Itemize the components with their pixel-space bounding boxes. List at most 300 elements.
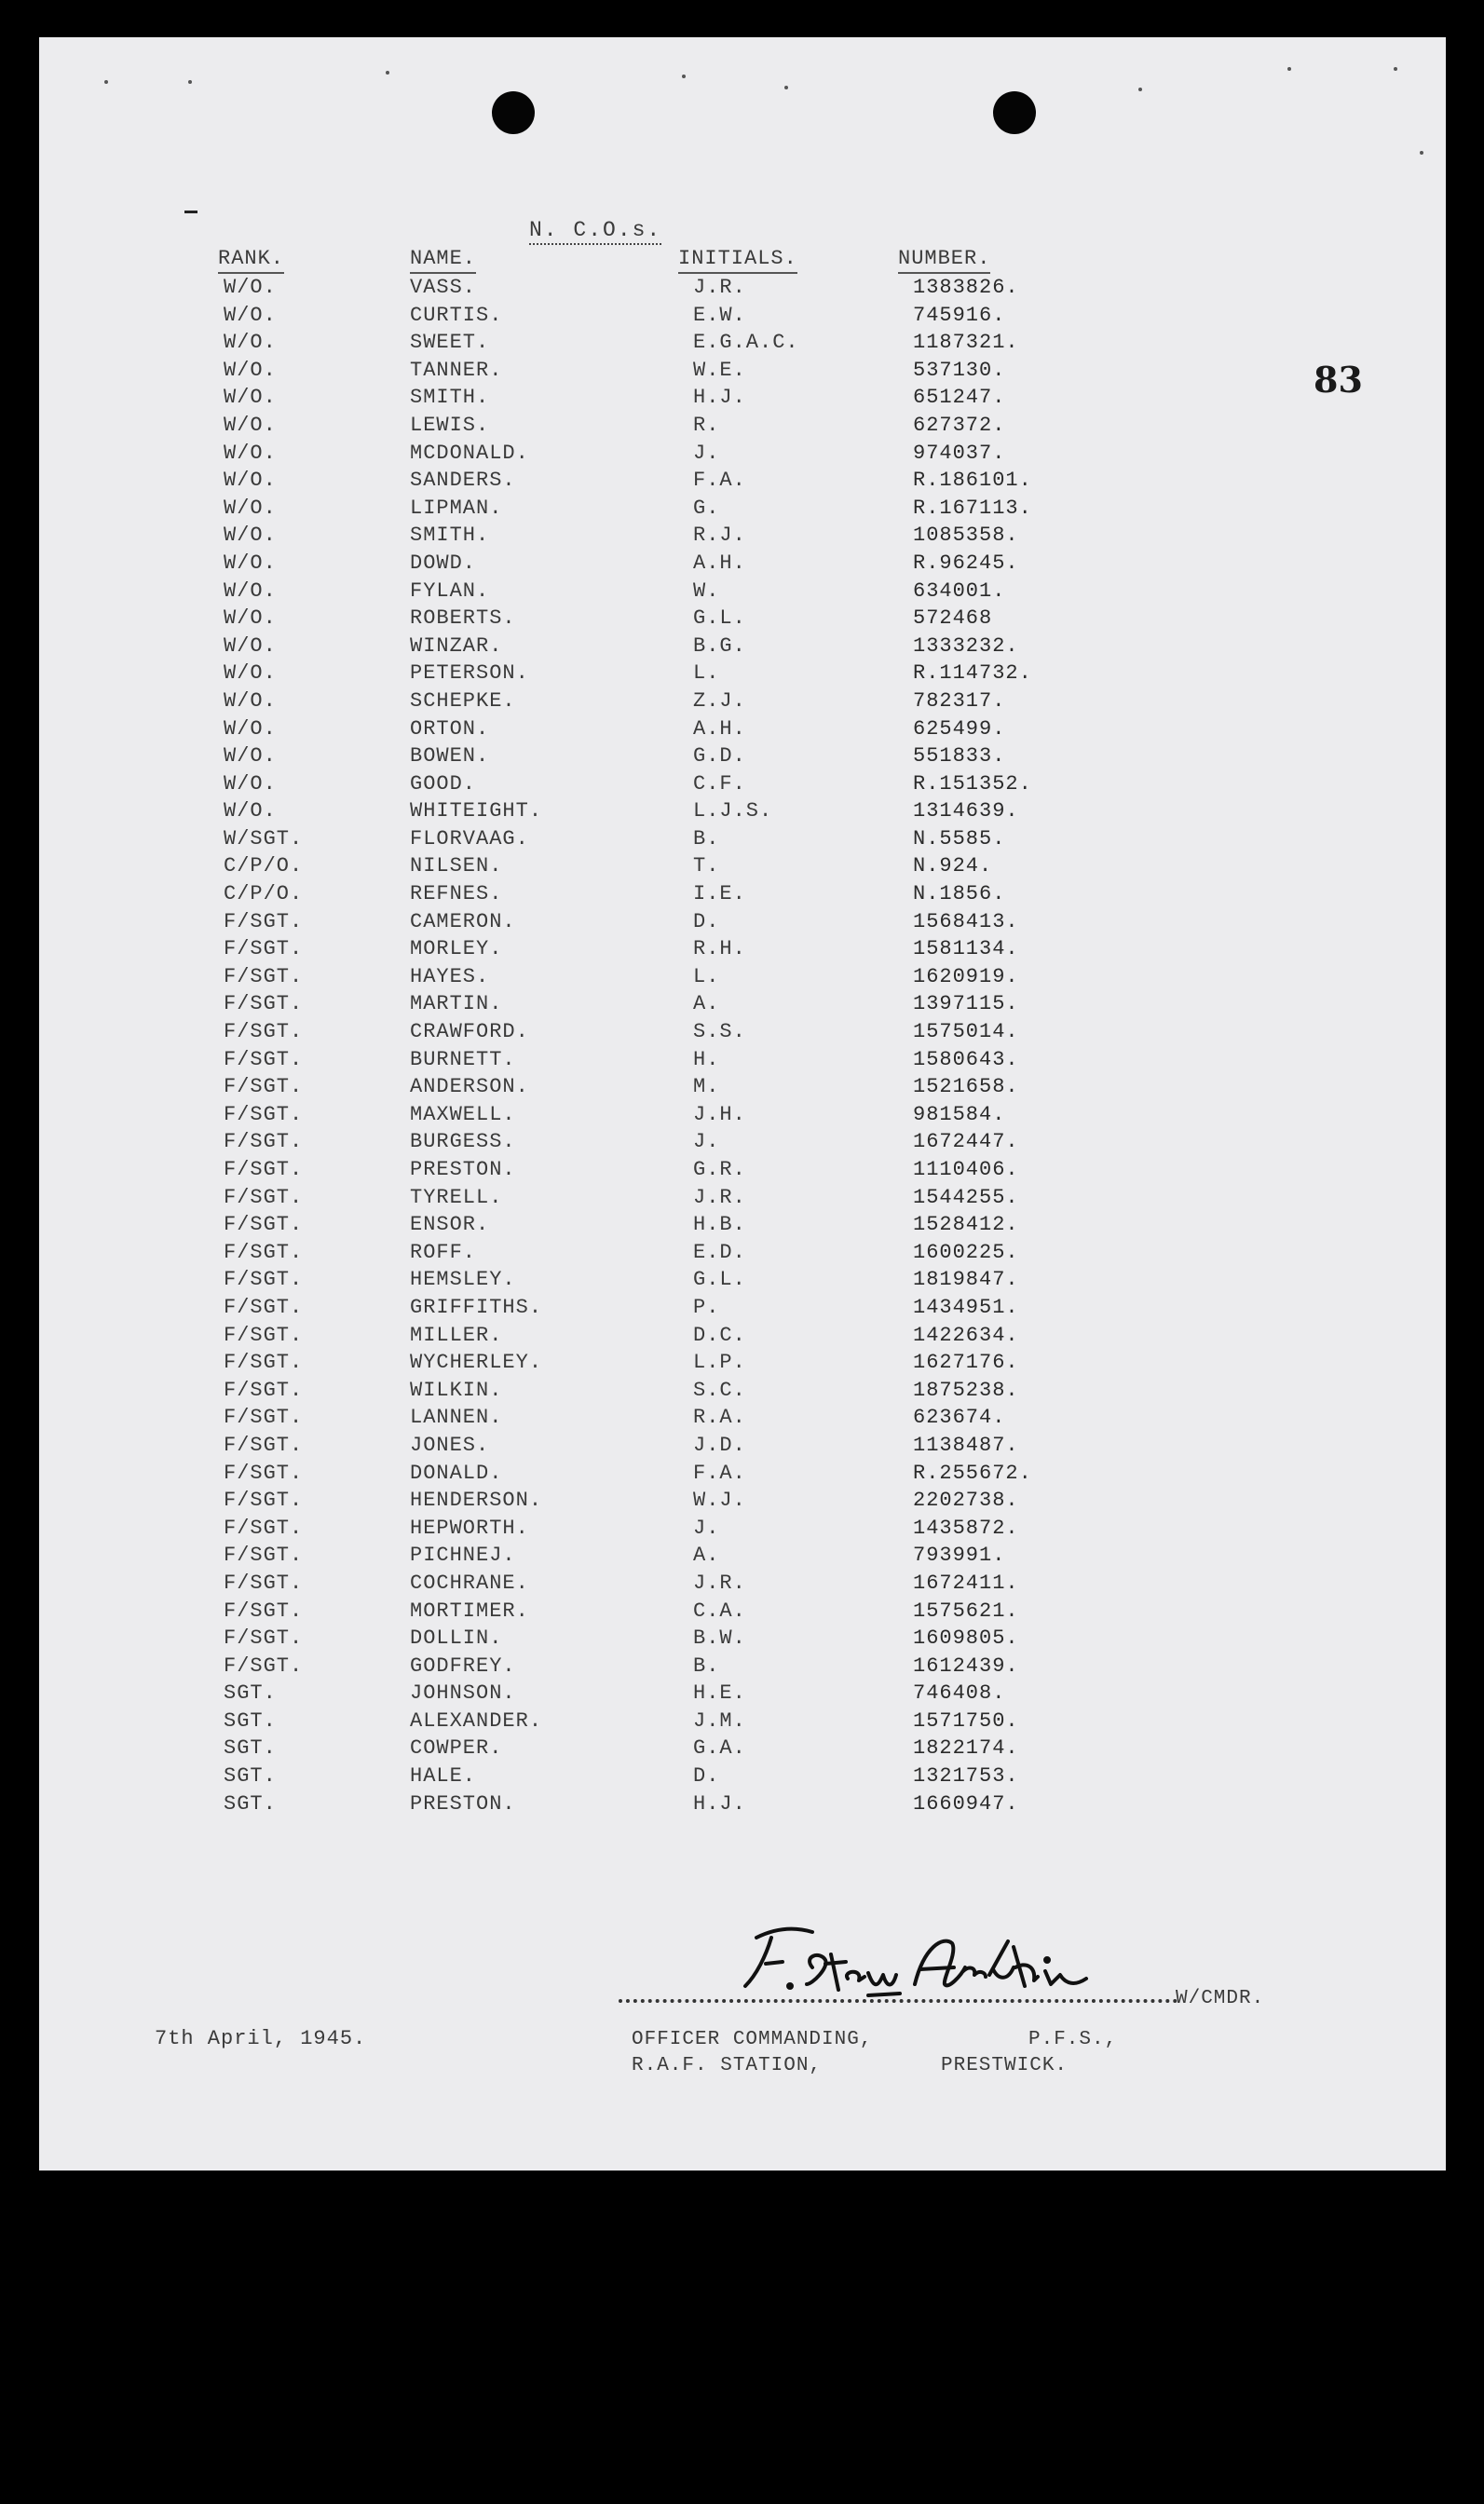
row-number: 1110406. [913, 1158, 1019, 1181]
row-rank: W/O. [224, 303, 277, 327]
row-name: ROBERTS. [410, 606, 516, 631]
table-row [0, 963, 1484, 991]
header-number: NUMBER. [898, 246, 990, 274]
signatory-station: R.A.F. STATION, [632, 2055, 823, 2076]
row-rank: F/SGT. [224, 1433, 304, 1457]
row-number: N.1856. [913, 882, 1006, 906]
row-number: 1568413. [913, 909, 1019, 933]
row-number: 1612439. [913, 1653, 1019, 1678]
row-rank: F/SGT. [224, 1020, 304, 1044]
table-row [0, 1790, 1484, 1818]
row-number: 1187321. [913, 331, 1019, 355]
row-name: ANDERSON. [410, 1075, 529, 1099]
row-name: VASS. [410, 276, 477, 299]
row-rank: SGT. [224, 1791, 277, 1816]
table-row [0, 852, 1484, 880]
handwritten-signature [728, 1910, 1138, 2012]
row-number: 1383826. [913, 276, 1019, 299]
row-name: DOWD. [410, 551, 477, 575]
row-rank: F/SGT. [224, 1185, 304, 1209]
table-row [0, 302, 1484, 330]
row-rank: F/SGT. [224, 909, 304, 933]
table-row [0, 633, 1484, 660]
row-rank: F/SGT. [224, 1351, 304, 1375]
row-initials: G.A. [693, 1736, 746, 1761]
row-rank: F/SGT. [224, 1047, 304, 1071]
row-number: 1138487. [913, 1433, 1019, 1457]
row-rank: W/O. [224, 413, 277, 437]
signatory-unit: P.F.S., [1028, 2029, 1118, 2050]
row-initials: J. [693, 1130, 720, 1154]
row-initials: G. [693, 496, 720, 520]
row-name: WILKIN. [410, 1378, 503, 1402]
table-row [0, 660, 1484, 687]
row-number: 1575014. [913, 1020, 1019, 1044]
row-number: 1571750. [913, 1708, 1019, 1733]
row-rank: W/O. [224, 551, 277, 575]
table-row [0, 1046, 1484, 1074]
row-number: 1544255. [913, 1185, 1019, 1209]
row-number: N.5585. [913, 826, 1006, 851]
row-number: N.924. [913, 854, 993, 878]
row-rank: F/SGT. [224, 1268, 304, 1292]
row-rank: F/SGT. [224, 1158, 304, 1181]
row-initials: G.L. [693, 606, 746, 631]
punch-hole [492, 91, 535, 134]
row-name: PETERSON. [410, 661, 529, 686]
row-rank: F/SGT. [224, 1323, 304, 1347]
row-number: 651247. [913, 386, 1006, 410]
row-initials: E.W. [693, 303, 746, 327]
table-row [0, 797, 1484, 825]
table-row [0, 715, 1484, 743]
row-rank: F/SGT. [224, 1295, 304, 1319]
row-number: 1672447. [913, 1130, 1019, 1154]
row-number: 1600225. [913, 1240, 1019, 1264]
row-initials: L.P. [693, 1351, 746, 1375]
table-row [0, 1432, 1484, 1460]
row-number: 1314639. [913, 799, 1019, 823]
row-name: MORTIMER. [410, 1599, 529, 1623]
table-row [0, 578, 1484, 606]
row-name: WYCHERLEY. [410, 1351, 543, 1375]
row-rank: W/O. [224, 771, 277, 796]
row-initials: L. [693, 661, 720, 686]
row-rank: F/SGT. [224, 992, 304, 1016]
row-name: FLORVAAG. [410, 826, 529, 851]
row-name: GODFREY. [410, 1653, 516, 1678]
row-name: TANNER. [410, 358, 503, 382]
paper-speck [1138, 88, 1142, 91]
paper-speck [104, 80, 108, 84]
row-rank: SGT. [224, 1736, 277, 1761]
row-rank: F/SGT. [224, 1599, 304, 1623]
row-number: 793991. [913, 1544, 1006, 1568]
table-row [0, 742, 1484, 770]
row-initials: R.A. [693, 1406, 746, 1430]
table-row [0, 1073, 1484, 1101]
row-initials: B.W. [693, 1626, 746, 1651]
row-rank: W/O. [224, 661, 277, 686]
table-row [0, 522, 1484, 550]
row-number: 1333232. [913, 633, 1019, 658]
row-number: 625499. [913, 716, 1006, 741]
row-initials: B. [693, 1653, 720, 1678]
signatory-title: OFFICER COMMANDING, [632, 2029, 873, 2050]
row-number: 1819847. [913, 1268, 1019, 1292]
table-row [0, 908, 1484, 936]
row-number: 1521658. [913, 1075, 1019, 1099]
paper-speck [386, 71, 389, 75]
table-row [0, 1156, 1484, 1184]
row-rank: F/SGT. [224, 1240, 304, 1264]
row-rank: F/SGT. [224, 1653, 304, 1678]
row-initials: H.J. [693, 1791, 746, 1816]
row-rank: W/O. [224, 716, 277, 741]
row-number: 1435872. [913, 1516, 1019, 1540]
row-rank: W/O. [224, 524, 277, 548]
table-row [0, 357, 1484, 385]
header-name: NAME. [410, 246, 476, 274]
row-number: 1620919. [913, 964, 1019, 988]
row-initials: P. [693, 1295, 720, 1319]
row-number: R.114732. [913, 661, 1032, 686]
row-initials: J.D. [693, 1433, 746, 1457]
row-rank: W/O. [224, 469, 277, 493]
row-number: 623674. [913, 1406, 1006, 1430]
row-name: GOOD. [410, 771, 477, 796]
table-row [0, 1239, 1484, 1267]
row-initials: S.C. [693, 1378, 746, 1402]
row-initials: J.R. [693, 1571, 746, 1595]
row-number: 746408. [913, 1681, 1006, 1706]
row-name: NILSEN. [410, 854, 503, 878]
row-rank: W/O. [224, 744, 277, 769]
row-initials: W.J. [693, 1489, 746, 1513]
row-initials: H.E. [693, 1681, 746, 1706]
table-row [0, 1211, 1484, 1239]
table-row [0, 274, 1484, 302]
row-rank: F/SGT. [224, 1626, 304, 1651]
table-row [0, 467, 1484, 495]
row-number: 1397115. [913, 992, 1019, 1016]
row-name: GRIFFITHS. [410, 1295, 543, 1319]
row-name: HEPWORTH. [410, 1516, 529, 1540]
row-number: R.255672. [913, 1461, 1032, 1485]
table-row [0, 1101, 1484, 1129]
table-row [0, 1598, 1484, 1626]
row-rank: W/O. [224, 688, 277, 713]
row-rank: F/SGT. [224, 1213, 304, 1237]
row-name: COWPER. [410, 1736, 503, 1761]
row-name: DOLLIN. [410, 1626, 503, 1651]
row-rank: SGT. [224, 1708, 277, 1733]
row-name: ALEXANDER. [410, 1708, 543, 1733]
row-rank: F/SGT. [224, 937, 304, 961]
row-name: ENSOR. [410, 1213, 490, 1237]
table-row [0, 440, 1484, 468]
row-rank: W/O. [224, 441, 277, 465]
row-number: 1609805. [913, 1626, 1019, 1651]
row-number: 1321753. [913, 1764, 1019, 1789]
row-initials: J.M. [693, 1708, 746, 1733]
row-initials: C.A. [693, 1599, 746, 1623]
row-name: PICHNEJ. [410, 1544, 516, 1568]
paper-speck [784, 86, 788, 89]
row-rank: F/SGT. [224, 1406, 304, 1430]
row-initials: L.J.S. [693, 799, 773, 823]
table-row [0, 384, 1484, 412]
row-initials: W.E. [693, 358, 746, 382]
row-name: HALE. [410, 1764, 477, 1789]
row-initials: R.H. [693, 937, 746, 961]
row-initials: A.H. [693, 716, 746, 741]
document-date: 7th April, 1945. [155, 2027, 367, 2050]
header-initials: INITIALS. [678, 246, 797, 274]
row-name: CAMERON. [410, 909, 516, 933]
row-rank: W/O. [224, 276, 277, 299]
row-name: MILLER. [410, 1323, 503, 1347]
row-initials: H. [693, 1047, 720, 1071]
row-initials: A. [693, 992, 720, 1016]
row-initials: G.D. [693, 744, 746, 769]
row-name: JONES. [410, 1433, 490, 1457]
row-initials: H.B. [693, 1213, 746, 1237]
paper-speck [188, 80, 192, 84]
row-name: MORLEY. [410, 937, 503, 961]
paper-speck [1420, 151, 1423, 155]
row-initials: J. [693, 441, 720, 465]
margin-mark [184, 211, 197, 213]
table-row [0, 1735, 1484, 1762]
personnel-table [0, 274, 1484, 1817]
row-initials: B. [693, 826, 720, 851]
row-initials: J.H. [693, 1102, 746, 1126]
row-initials: F.A. [693, 1461, 746, 1485]
row-name: LIPMAN. [410, 496, 503, 520]
row-rank: W/O. [224, 606, 277, 631]
signatory-rank: W/CMDR. [1176, 1988, 1265, 2009]
row-number: 634001. [913, 578, 1006, 603]
signatory-location: PRESTWICK. [941, 2055, 1069, 2076]
row-name: PRESTON. [410, 1158, 516, 1181]
row-initials: J.R. [693, 276, 746, 299]
row-number: 745916. [913, 303, 1006, 327]
table-row [0, 1377, 1484, 1405]
table-row [0, 1322, 1484, 1350]
row-number: 572468 [913, 606, 993, 631]
row-name: FYLAN. [410, 578, 490, 603]
table-row [0, 1680, 1484, 1708]
row-rank: W/O. [224, 633, 277, 658]
row-rank: F/SGT. [224, 1075, 304, 1099]
row-name: MAXWELL. [410, 1102, 516, 1126]
row-rank: W/O. [224, 386, 277, 410]
table-row [0, 329, 1484, 357]
row-name: BOWEN. [410, 744, 490, 769]
row-initials: A. [693, 1544, 720, 1568]
row-initials: D.C. [693, 1323, 746, 1347]
row-name: PRESTON. [410, 1791, 516, 1816]
row-initials: D. [693, 1764, 720, 1789]
row-initials: J. [693, 1516, 720, 1540]
row-name: SCHEPKE. [410, 688, 516, 713]
row-name: SMITH. [410, 386, 490, 410]
row-number: 1627176. [913, 1351, 1019, 1375]
table-row [0, 990, 1484, 1018]
row-initials: A.H. [693, 551, 746, 575]
row-initials: E.D. [693, 1240, 746, 1264]
paper-speck [682, 75, 686, 78]
table-row [0, 1762, 1484, 1790]
row-number: 2202738. [913, 1489, 1019, 1513]
row-rank: F/SGT. [224, 1102, 304, 1126]
row-initials: J.R. [693, 1185, 746, 1209]
table-row [0, 825, 1484, 853]
row-name: SANDERS. [410, 469, 516, 493]
row-number: 1575621. [913, 1599, 1019, 1623]
row-initials: D. [693, 909, 720, 933]
row-initials: T. [693, 854, 720, 878]
row-number: R.151352. [913, 771, 1032, 796]
row-name: JOHNSON. [410, 1681, 516, 1706]
table-row [0, 1349, 1484, 1377]
row-rank: F/SGT. [224, 1130, 304, 1154]
row-number: 1672411. [913, 1571, 1019, 1595]
row-name: MCDONALD. [410, 441, 529, 465]
row-name: CURTIS. [410, 303, 503, 327]
row-name: SMITH. [410, 524, 490, 548]
row-name: WINZAR. [410, 633, 503, 658]
row-number: 1434951. [913, 1295, 1019, 1319]
row-rank: F/SGT. [224, 1489, 304, 1513]
row-initials: B.G. [693, 633, 746, 658]
table-row [0, 1515, 1484, 1543]
row-initials: G.R. [693, 1158, 746, 1181]
row-number: 1660947. [913, 1791, 1019, 1816]
row-name: TYRELL. [410, 1185, 503, 1209]
row-initials: W. [693, 578, 720, 603]
row-name: ORTON. [410, 716, 490, 741]
row-initials: E.G.A.C. [693, 331, 799, 355]
row-number: 1528412. [913, 1213, 1019, 1237]
row-number: 1580643. [913, 1047, 1019, 1071]
row-name: BURNETT. [410, 1047, 516, 1071]
punch-hole [993, 91, 1036, 134]
row-rank: SGT. [224, 1681, 277, 1706]
row-number: 782317. [913, 688, 1006, 713]
table-row [0, 1653, 1484, 1681]
section-title: N. C.O.s. [529, 218, 661, 245]
row-number: 1822174. [913, 1736, 1019, 1761]
row-rank: F/SGT. [224, 1571, 304, 1595]
row-rank: W/O. [224, 496, 277, 520]
row-name: COCHRANE. [410, 1571, 529, 1595]
row-name: SWEET. [410, 331, 490, 355]
row-initials: I.E. [693, 882, 746, 906]
table-row [0, 550, 1484, 578]
table-row [0, 687, 1484, 715]
table-row [0, 605, 1484, 633]
row-initials: R. [693, 413, 720, 437]
row-name: ROFF. [410, 1240, 477, 1264]
table-row [0, 1542, 1484, 1570]
row-initials: L. [693, 964, 720, 988]
row-number: 981584. [913, 1102, 1006, 1126]
paper-speck [1394, 67, 1397, 71]
table-row [0, 1128, 1484, 1156]
row-initials: C.F. [693, 771, 746, 796]
table-row [0, 1184, 1484, 1212]
table-row [0, 880, 1484, 908]
table-row [0, 1625, 1484, 1653]
row-number: 1875238. [913, 1378, 1019, 1402]
row-name: CRAWFORD. [410, 1020, 529, 1044]
table-row [0, 1487, 1484, 1515]
row-initials: M. [693, 1075, 720, 1099]
row-rank: C/P/O. [224, 882, 304, 906]
table-row [0, 495, 1484, 523]
row-number: R.186101. [913, 469, 1032, 493]
row-initials: Z.J. [693, 688, 746, 713]
row-rank: F/SGT. [224, 1544, 304, 1568]
row-name: LEWIS. [410, 413, 490, 437]
row-rank: W/O. [224, 331, 277, 355]
row-initials: H.J. [693, 386, 746, 410]
page-number: 83 [1314, 359, 1363, 401]
row-number: 537130. [913, 358, 1006, 382]
row-name: MARTIN. [410, 992, 503, 1016]
table-row [0, 1570, 1484, 1598]
table-row [0, 1294, 1484, 1322]
row-initials: R.J. [693, 524, 746, 548]
row-number: 627372. [913, 413, 1006, 437]
table-row [0, 1018, 1484, 1046]
table-row [0, 412, 1484, 440]
row-rank: F/SGT. [224, 1378, 304, 1402]
row-number: 1422634. [913, 1323, 1019, 1347]
row-name: HAYES. [410, 964, 490, 988]
table-row [0, 1460, 1484, 1488]
table-row [0, 935, 1484, 963]
row-number: 1581134. [913, 937, 1019, 961]
row-name: WHITEIGHT. [410, 799, 543, 823]
row-name: DONALD. [410, 1461, 503, 1485]
row-initials: F.A. [693, 469, 746, 493]
table-row [0, 1404, 1484, 1432]
row-initials: S.S. [693, 1020, 746, 1044]
row-rank: W/O. [224, 358, 277, 382]
row-rank: SGT. [224, 1764, 277, 1789]
row-rank: F/SGT. [224, 1516, 304, 1540]
row-name: HEMSLEY. [410, 1268, 516, 1292]
row-name: LANNEN. [410, 1406, 503, 1430]
row-rank: W/O. [224, 799, 277, 823]
row-rank: W/SGT. [224, 826, 304, 851]
row-name: HENDERSON. [410, 1489, 543, 1513]
paper-speck [1287, 67, 1291, 71]
row-initials: G.L. [693, 1268, 746, 1292]
row-number: 974037. [913, 441, 1006, 465]
row-number: 1085358. [913, 524, 1019, 548]
table-row [0, 770, 1484, 798]
row-number: R.167113. [913, 496, 1032, 520]
row-rank: C/P/O. [224, 854, 304, 878]
row-number: R.96245. [913, 551, 1019, 575]
table-row [0, 1708, 1484, 1735]
row-number: 551833. [913, 744, 1006, 769]
row-name: REFNES. [410, 882, 503, 906]
